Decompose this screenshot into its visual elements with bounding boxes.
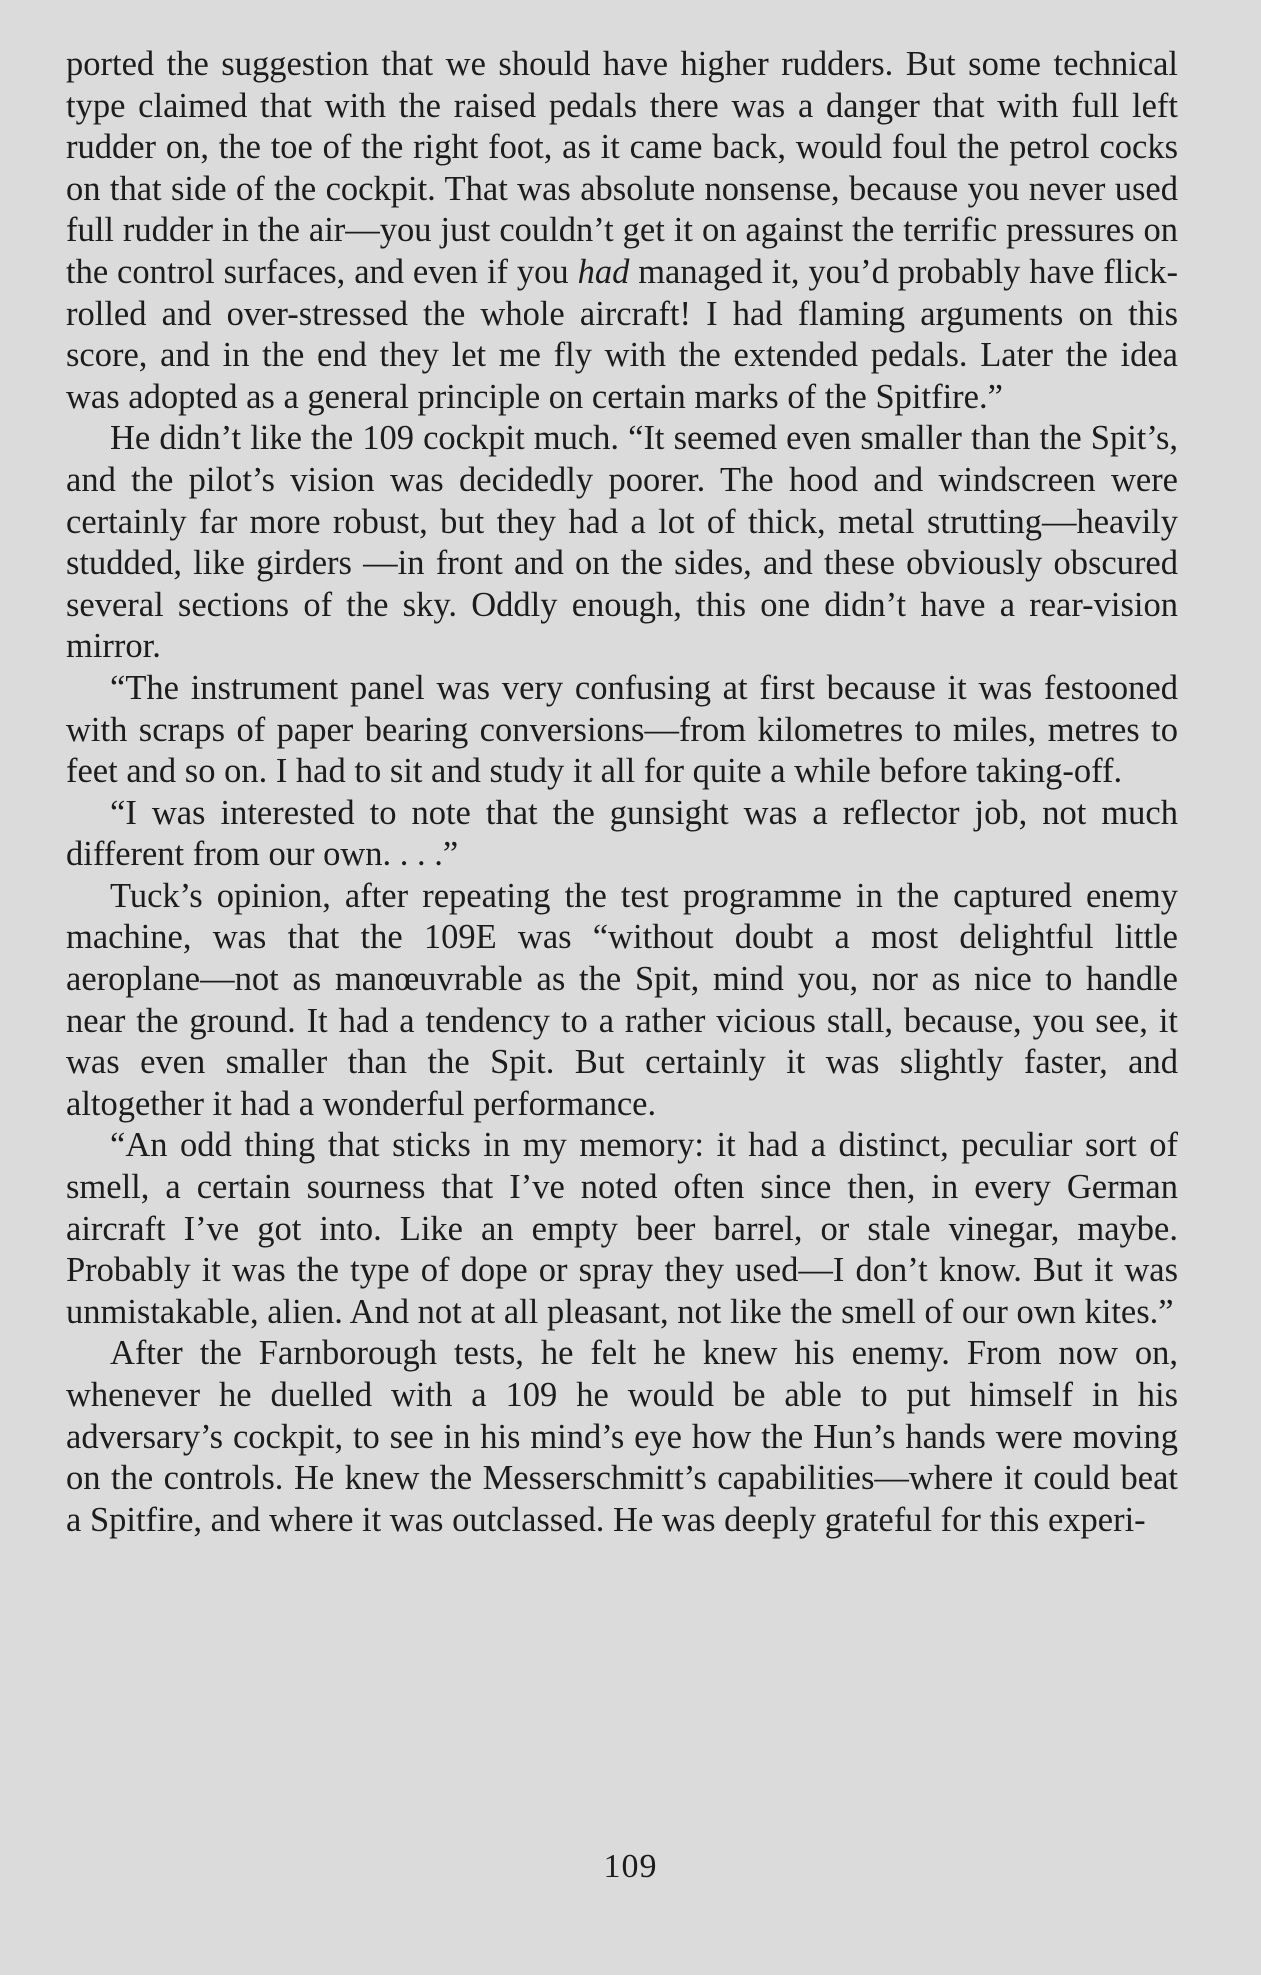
- paragraph-gunsight: [66, 793, 1178, 876]
- text-run: “An odd thing that sticks in my memory: it had a distinct, peculiar sort of smell, a certain sourness that I’ve noted often since then, in every German aircraft I’ve got into. Like an empty beer barrel, or stale vinegar, maybe. Probably it was the type of dope or spray they used—I don’t know. But it was unmistakable, alien. And not at all pleasant, not like the smell of our own kites.”: [66, 1126, 1178, 1331]
- emphasis-text: had: [577, 252, 630, 291]
- paragraph-farnborough-tests: [66, 1333, 1178, 1541]
- text-run: “I was interested to note that the gunsight was a reflector job, not much different from our own. . . .”: [66, 793, 1178, 874]
- paragraph-instrument-panel: [66, 668, 1178, 793]
- text-run: Tuck’s opinion, after repeating the test programme in the captured enemy machine, was that the 109E was “without doubt a most delightful little aeroplane—not as manœuvrable as the Spit, mind you, nor as nice to handle near the ground. It had a tendency to a rather vicious stall, because, you see, it was even smaller than the Spit. But certainly it was slightly faster, and altogether it had a wonderful performance.: [66, 876, 1178, 1123]
- text-run: After the Farnborough tests, he felt he knew his enemy. From now on, whenever he duelled with a 109 he would be able to put himself in his adversary’s cockpit, to see in his mind’s eye how the Hun’s hands were moving on the controls. He knew the Messerschmitt’s capabilities—where it could beat a Spitfire, and where it was outclassed. He was deeply grateful for this experi-: [66, 1334, 1178, 1539]
- paragraph-rudder-pedals: [66, 44, 1178, 418]
- paragraph-odd-smell: [66, 1125, 1178, 1333]
- text-run: “The instrument panel was very confusing at first because it was festooned with scraps of paper bearing conversions—from kilometres to miles, metres to feet and so on. I had to sit and study it all for quite a while before taking-off.: [66, 668, 1178, 791]
- text-run: managed it, you’d probably have flick-rolled and over-stressed the whole aircraft! I had flaming arguments on this score, and in the end they let me fly with the extended pedals. Later the idea was adopted as a general principle on certain marks of the Spitfire.”: [66, 252, 1179, 416]
- paragraph-tucks-opinion: [66, 876, 1178, 1126]
- text-run: ported the suggestion that we should have higher rudders. But some technical type claimed that with the raised pedals there was a danger that with full left rudder on, the toe of the right foot, as it came back, would foul the petrol cocks on that side of the cockpit. That was absolute nonsense, because you never used full rudder in the air—you just couldn’t get it on against the terrific pressures on the control surfaces, and even if you: [66, 45, 1178, 291]
- text-run: He didn’t like the 109 cockpit much. “It seemed even smaller than the Spit’s, and the pilot’s vision was decidedly poorer. The hood and windscreen were certainly far more robust, but they had a lot of thick, metal strutting—heavily studded, like girders —in front and on the sides, and these obviously obscured several sections of the sky. Oddly enough, this one didn’t have a rear-vision mirror.: [66, 419, 1178, 666]
- paragraph-109-cockpit: [66, 418, 1178, 668]
- page-number: 109: [603, 1848, 658, 1885]
- body-text: [66, 44, 1178, 1541]
